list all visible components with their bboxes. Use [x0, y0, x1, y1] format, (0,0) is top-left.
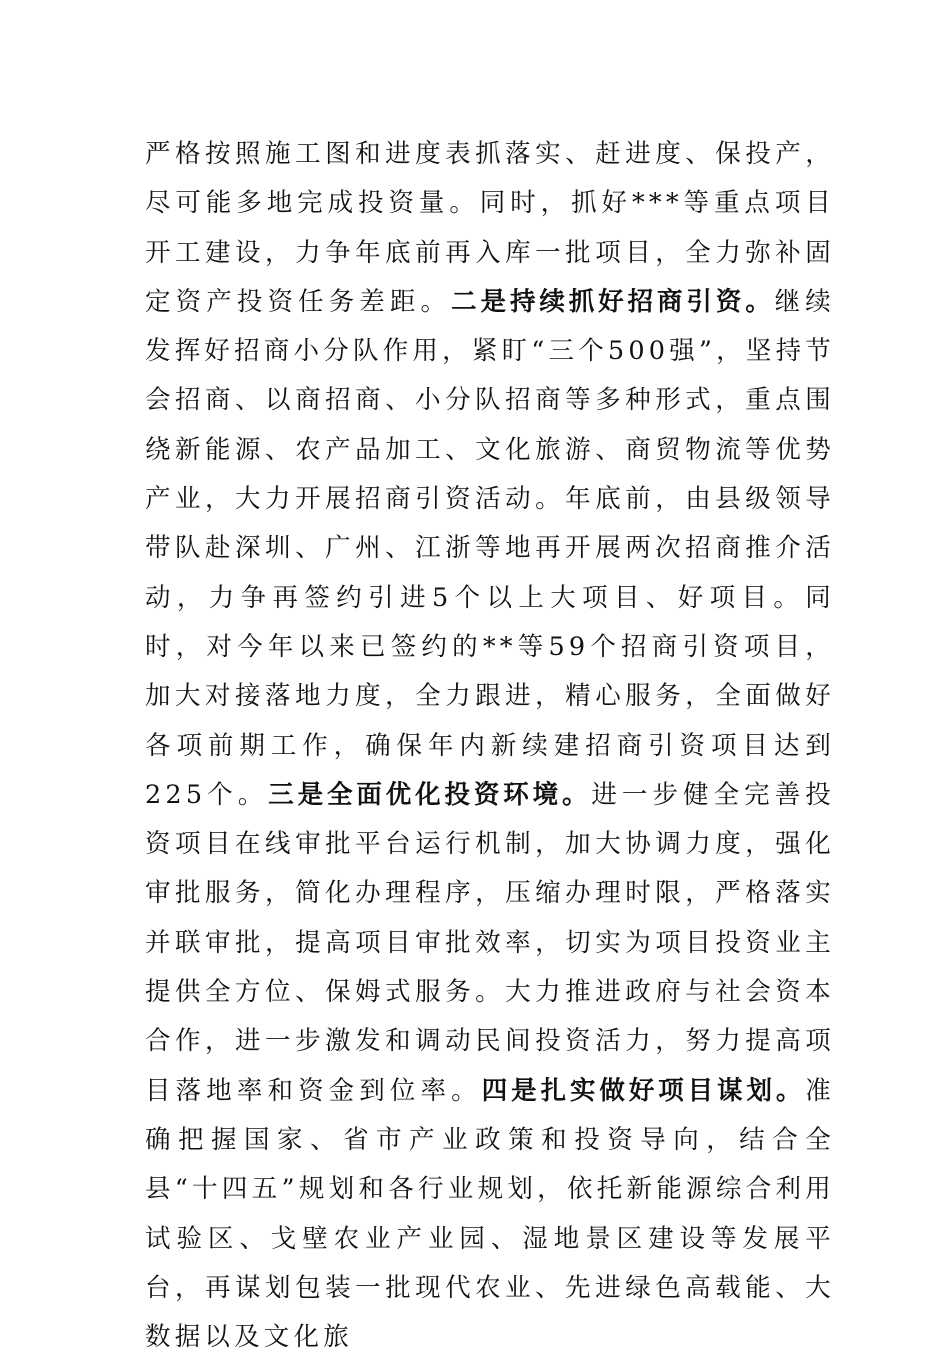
section-heading-investment-promotion: 二是持续抓好招商引资。	[451, 286, 775, 317]
text-segment: 继续发挥好招商小分队作用，紧盯“三个500强”，坚持节会招商、以商招商、小分队招商等多种形式，重点围绕新能源、农产品加工、文化旅游、商贸物流等优势产业，大力开展招商引资活动。年底前，由县级领导带队赴深圳、广州、江浙等地再开展两次招商推介活动，力争再签约引进5个以上大项目、好项目。同时，对今年以来已签约的**等59个招商引资项目，加大对接落地力度，全力跟进，精心服务，全面做好各项前期工作，确保年内新续建招商引资项目达到225个。	[145, 286, 835, 810]
text-segment: 准确把握国家、省市产业政策和投资导向，结合全县“十四五”规划和各行业规划，依托新能源综合利用试验区、戈壁农业产业园、湿地景区建设等发展平台，再谋划包装一批现代农业、先进绿色高载能、大数据以及文化旅	[145, 1075, 835, 1353]
section-heading-investment-environment: 三是全面优化投资环境。	[268, 779, 592, 810]
text-segment: 进一步健全完善投资项目在线审批平台运行机制，加大协调力度，强化审批服务，简化办理程序，压缩办理时限，严格落实并联审批，提高项目审批效率，切实为项目投资业主提供全方位、保姆式服务。大力推进政府与社会资本合作，进一步激发和调动民间投资活力，努力提高项目落地率和资金到位率。	[145, 779, 835, 1106]
section-heading-project-planning: 四是扎实做好项目谋划。	[481, 1075, 806, 1106]
body-paragraph	[145, 130, 835, 1362]
text-segment: 严格按照施工图和进度表抓落实、赶进度、保投产，尽可能多地完成投资量。同时，抓好***等重点项目开工建设，力争年底前再入库一批项目，全力弥补固定资产投资任务差距。	[145, 139, 835, 317]
